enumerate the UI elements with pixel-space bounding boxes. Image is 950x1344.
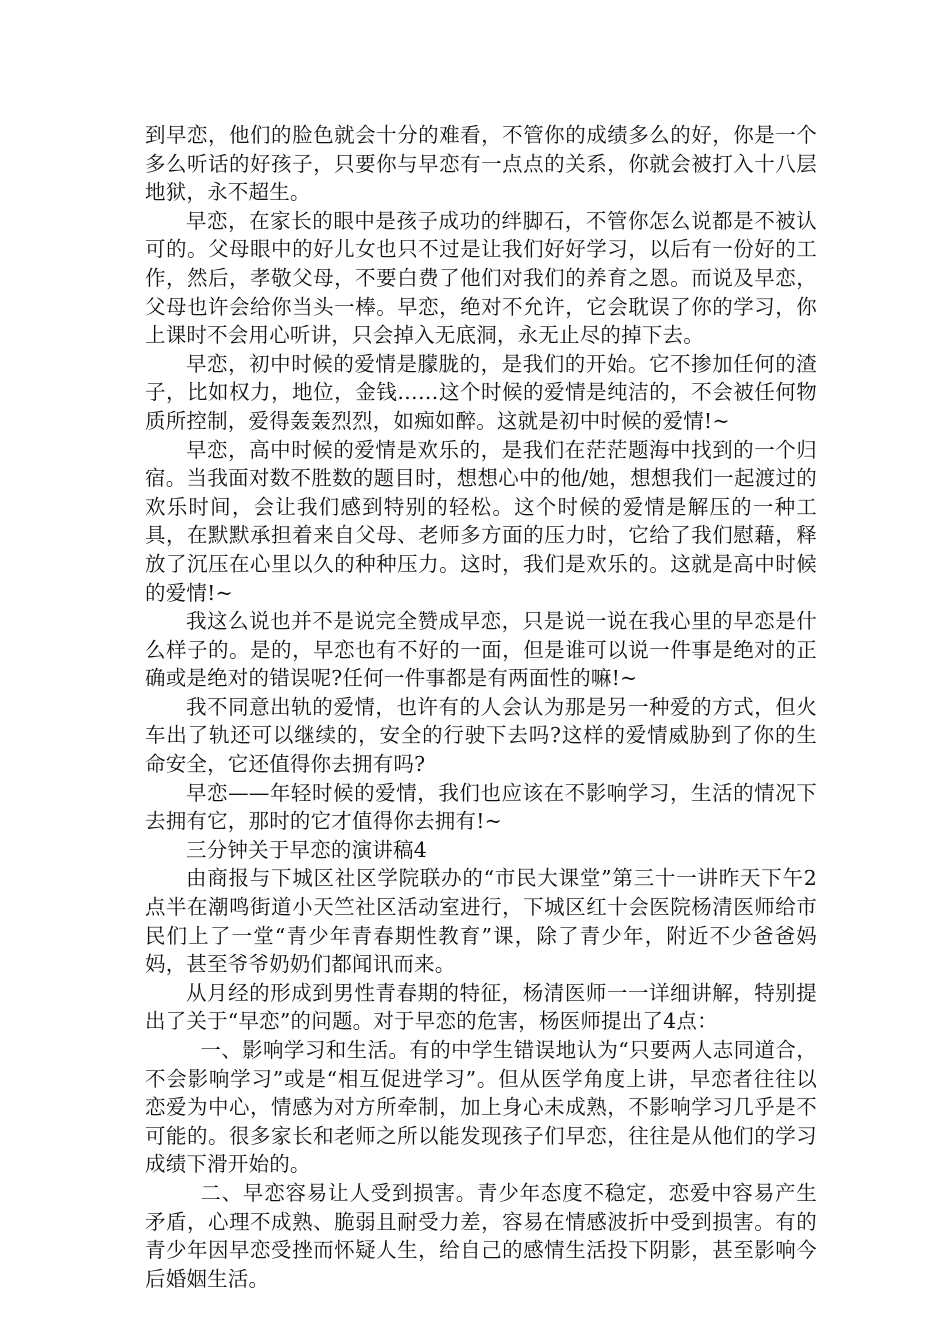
paragraph: 早恋，高中时候的爱情是欢乐的，是我们在茫茫题海中找到的一个归宿。当我面对数不胜数的题目时，想想心中的他/她，想想我们一起渡过的欢乐时间，会让我们感到特别的轻松。这个时候的爱情是解压的一种工具，在默默承担着来自父母、老师多方面的压力时，它给了我们慰藉，释放了沉压在心里以久的种种压力。这时，我们是欢乐的。这就是高中时候的爱情!~ (145, 437, 817, 605)
paragraph: 由商报与下城区社区学院联办的“市民大课堂”第三十一讲昨天下午2点半在潮鸣街道小天竺社区活动室进行，下城区红十会医院杨清医师给市民们上了一堂“青少年青春期性教育”课，除了青少年，附近不少爸爸妈妈，甚至爷爷奶奶们都闻讯而来。 (145, 866, 817, 977)
paragraph: 早恋，初中时候的爱情是朦胧的，是我们的开始。它不掺加任何的渣子，比如权力，地位，金钱……这个时候的爱情是纯洁的，不会被任何物质所控制，爱得轰轰烈烈，如痴如醉。这就是初中时候的爱情!~ (145, 351, 817, 433)
paragraph: 早恋，在家长的眼中是孩子成功的绊脚石，不管你怎么说都是不被认可的。父母眼中的好儿女也只不过是让我们好好学习，以后有一份好的工作，然后，孝敬父母，不要白费了他们对我们的养育之恩。而说及早恋，父母也许会给你当头一棒。早恋，绝对不允许，它会耽误了你的学习，你上课时不会用心听讲，只会掉入无底洞，永无止尽的掉下去。 (145, 208, 817, 348)
document-body (145, 121, 817, 1293)
paragraph: 从月经的形成到男性青春期的特征，杨清医师一一详细讲解，特别提出了关于“早恋”的问题。对于早恋的危害，杨医师提出了4点： (145, 980, 817, 1034)
paragraph: 我不同意出轨的爱情，也许有的人会认为那是另一种爱的方式，但火车出了轨还可以继续的，安全的行驶下去吗?这样的爱情威胁到了你的生命安全，它还值得你去拥有吗? (145, 694, 817, 777)
paragraph: 我这么说也并不是说完全赞成早恋，只是说一说在我心里的早恋是什么样子的。是的，早恋也有不好的一面，但是谁可以说一件事是绝对的正确或是绝对的错误呢?任何一件事都是有两面性的嘛!~ (145, 609, 817, 691)
section-title: 三分钟关于早恋的演讲稿4 (186, 837, 427, 862)
list-item: 一、影响学习和生活。有的中学生错误地认为“只要两人志同道合，不会影响学习”或是“相互促进学习”。但从医学角度上讲，早恋者往往以恋爱为中心，情感为对方所牵制，加上身心未成熟，不影响学习几乎是不可能的。很多家长和老师之所以能发现孩子们早恋，往往是从他们的学习成绩下滑开始的。 (145, 1038, 817, 1177)
paragraph: 早恋——年轻时候的爱情，我们也应该在不影响学习，生活的情况下去拥有它，那时的它才值得你去拥有!~ (145, 780, 817, 834)
paragraph: 到早恋，他们的脸色就会十分的难看，不管你的成绩多么的好，你是一个多么听话的好孩子，只要你与早恋有一点点的关系，你就会被打入十八层地狱，永不超生。 (145, 123, 817, 205)
list-item: 二、早恋容易让人受到损害。青少年态度不稳定，恋爱中容易产生矛盾，心理不成熟、脆弱且耐受力差，容易在情感波折中受到损害。有的青少年因早恋受挫而怀疑人生，给自己的感情生活投下阴影，甚至影响今后婚姻生活。 (145, 1180, 817, 1291)
